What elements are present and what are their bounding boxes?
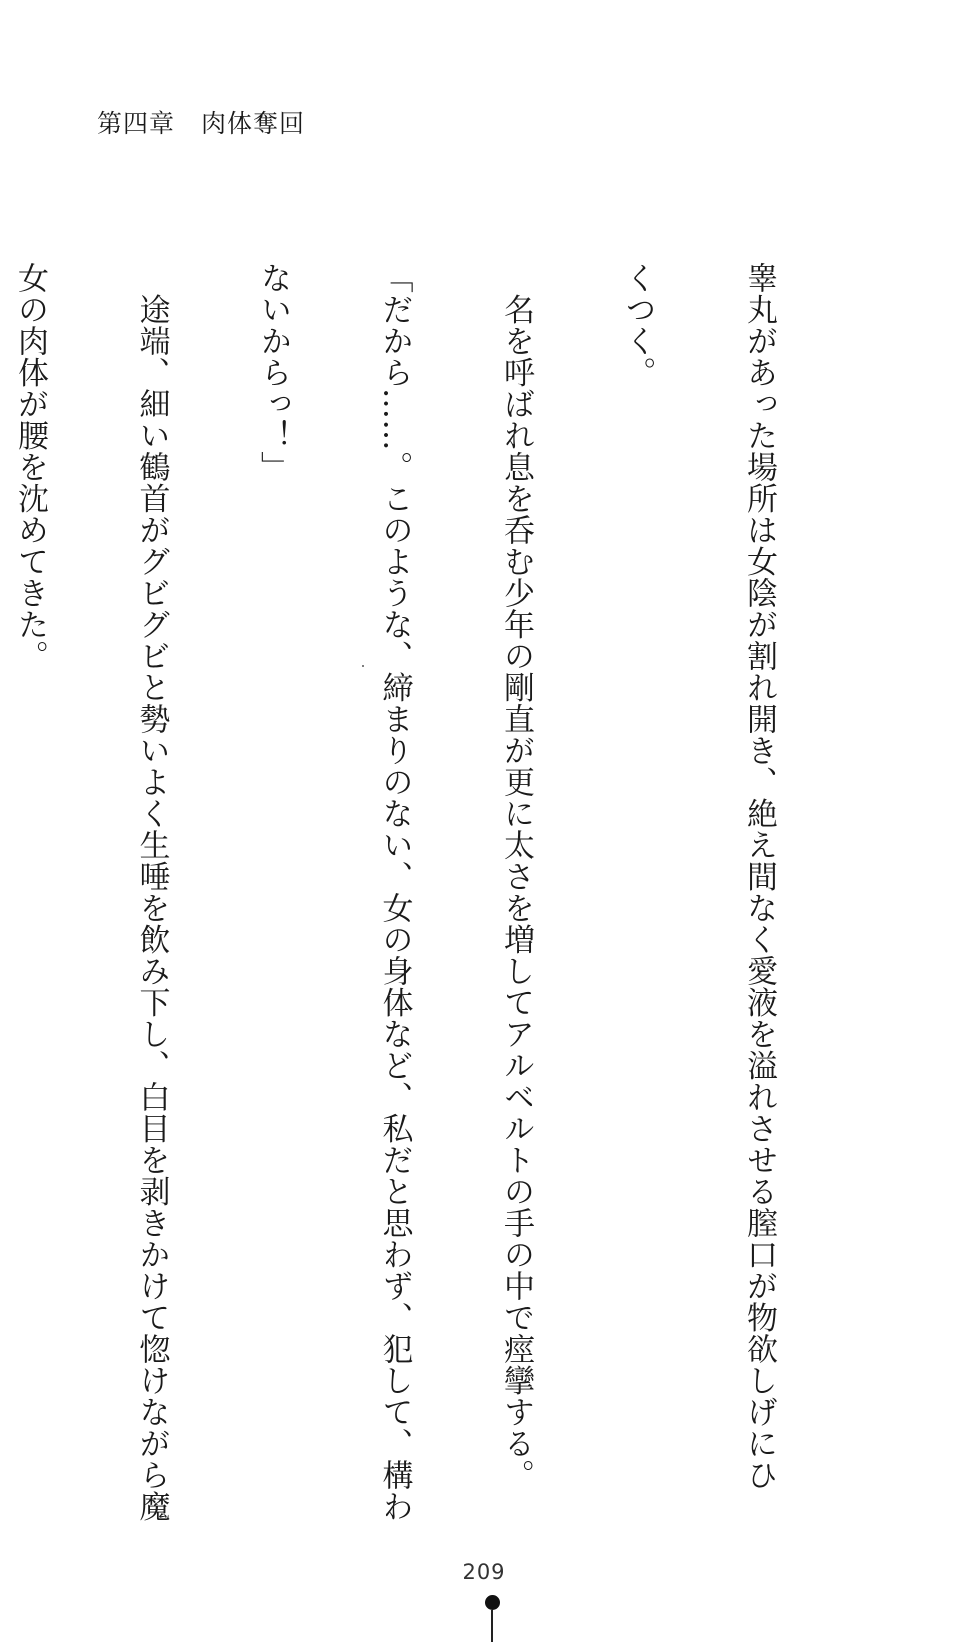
folio-stem-ornament (491, 1610, 493, 1642)
text-line: くつく。 (619, 262, 656, 388)
text-line: 途端、細い鶴首がグビグビと勢いよく生唾を飲み下し、白目を剥きかけて惚けながら魔 (133, 262, 170, 1522)
text-line: 「だから……。このような、締まりのない、女の身体など、私だと思わず、犯して、構わ (376, 262, 413, 1522)
body-text-vertical (0, 262, 860, 1522)
scan-speck (362, 665, 364, 667)
running-head-chapter-title: 第四章 肉体奪回 (97, 109, 306, 138)
text-line: 睾丸があった場所は女陰が割れ開き、絶え間なく愛液を溢れさせる膣口が物欲しげにひ (741, 262, 777, 1491)
folio-dot-ornament (485, 1595, 500, 1610)
text-line: 名を呼ばれ息を呑む少年の剛直が更に太さを増してアルベルトの手の中で痙攣する。 (498, 262, 534, 1491)
page-number: 209 (462, 1560, 506, 1584)
text-line: ないからっ！」 (255, 262, 291, 483)
text-line: 女の肉体が腰を沈めてきた。 (12, 262, 48, 672)
